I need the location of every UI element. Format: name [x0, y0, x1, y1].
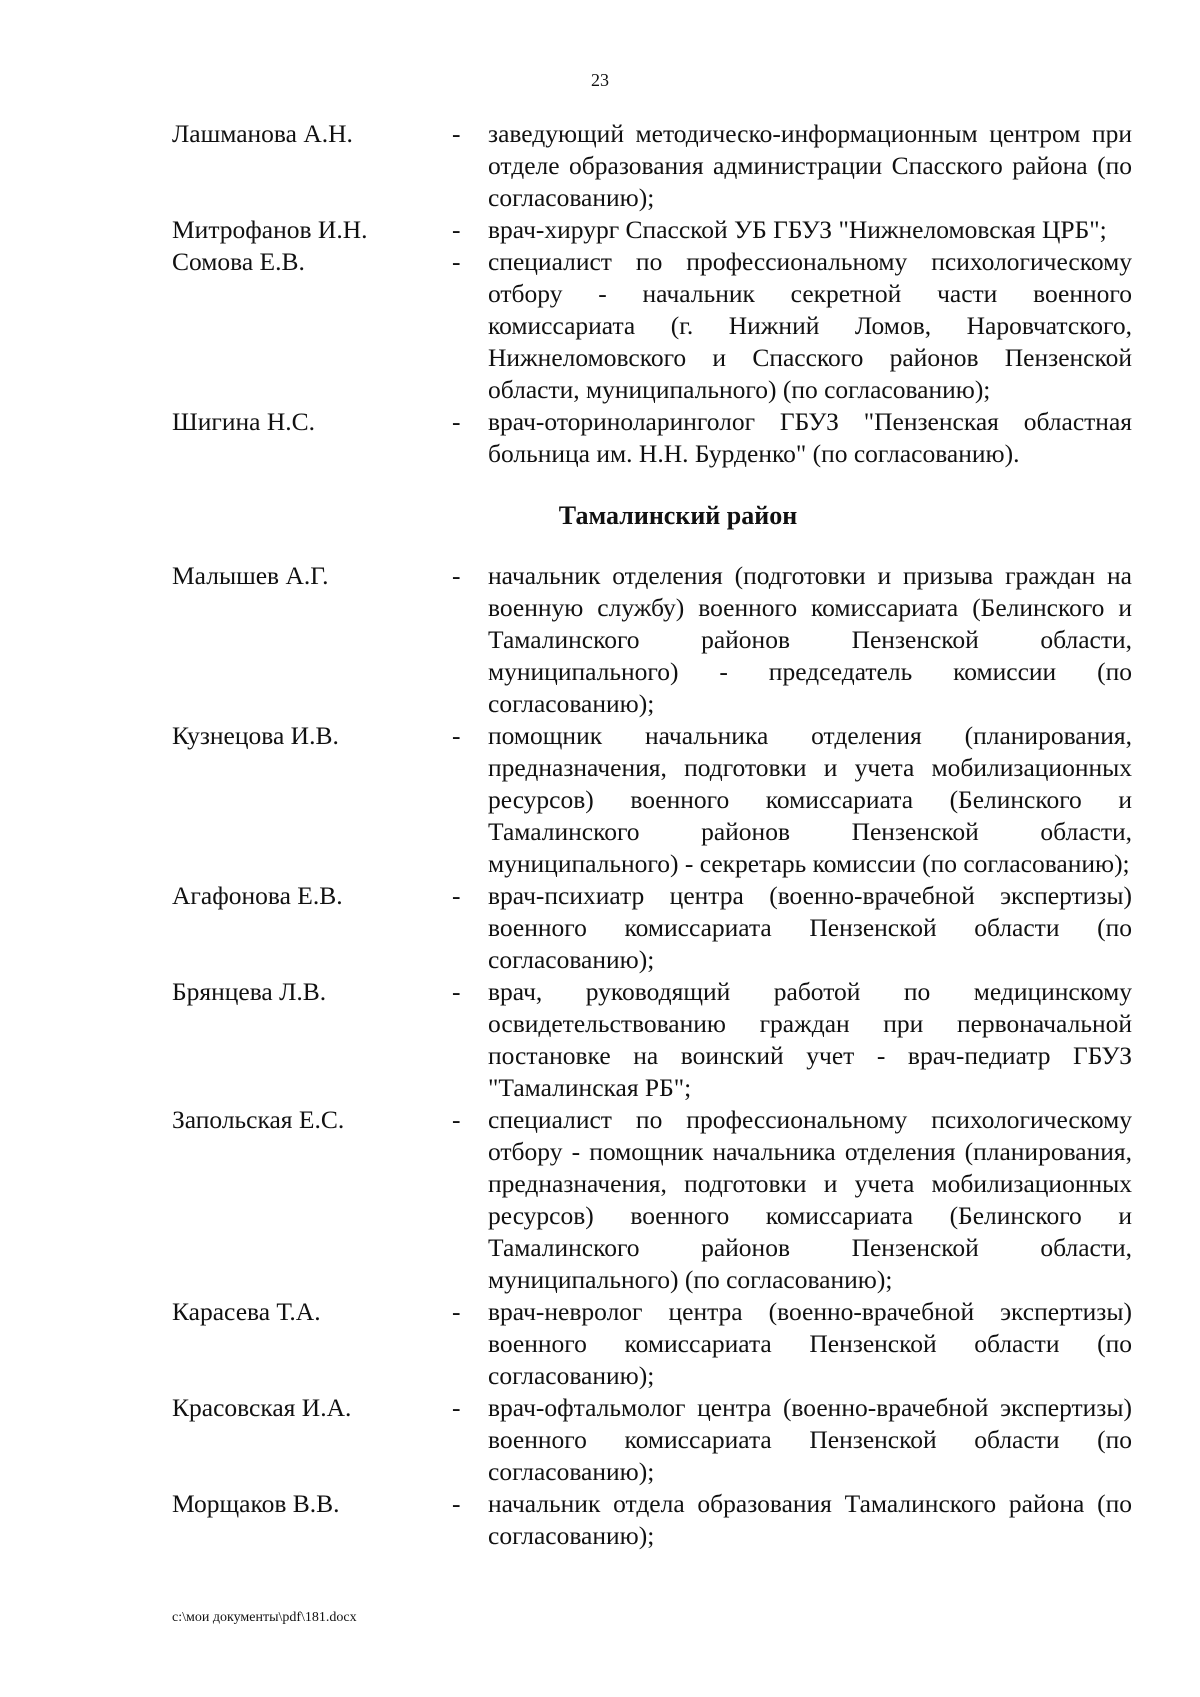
member-name: Лашманова А.Н.: [172, 119, 353, 148]
member-list-spassky: [172, 118, 1132, 470]
dash-separator: -: [452, 215, 461, 244]
dash-separator: -: [452, 721, 461, 750]
member-role: помощник начальника отделения (планирования, предназначения, подготовки и учета мобилизационных ресурсов) военного комиссариата (Белинского и Тамалинского районов Пензенской области, муниципального) - секретарь комиссии (по согласованию);: [488, 721, 1132, 878]
member-role: врач-психиатр центра (военно-врачебной экспертизы) военного комиссариата Пензенской области (по согласованию);: [488, 881, 1132, 974]
member-role: начальник отделения (подготовки и призыва граждан на военную службу) военного комиссариата (Белинского и Тамалинского районов Пензенской области, муниципального) - председатель комиссии (по согласованию);: [488, 561, 1132, 718]
member-role: врач-офтальмолог центра (военно-врачебной экспертизы) военного комиссариата Пензенской области (по согласованию);: [488, 1393, 1132, 1486]
member-name: Агафонова Е.В.: [172, 881, 343, 910]
dash-separator: -: [452, 881, 461, 910]
document-body: [172, 118, 1132, 1552]
member-name: Брянцева Л.В.: [172, 977, 327, 1006]
member-name: Шигина Н.С.: [172, 407, 315, 436]
member-name: Красовская И.А.: [172, 1393, 352, 1422]
member-entry: [172, 1392, 1132, 1488]
member-entry: [172, 560, 1132, 720]
section-heading: Тамалинский район: [558, 501, 798, 530]
member-role: начальник отдела образования Тамалинского района (по согласованию);: [488, 1489, 1132, 1550]
member-role: специалист по профессиональному психологическому отбору - помощник начальника отделения (планирования, предназначения, подготовки и учета мобилизационных ресурсов) военного комиссариата (Белинского и Тамалинского районов Пензенской области, муниципального) (по согласованию);: [488, 1105, 1132, 1294]
member-role: специалист по профессиональному психологическому отбору - начальник секретной части военного комиссариата (г. Нижний Ломов, Наровчатского, Нижнеломовского и Спасского районов Пензенской области, муниципального) (по согласованию);: [488, 247, 1132, 404]
member-role: врач-невролог центра (военно-врачебной экспертизы) военного комиссариата Пензенской области (по согласованию);: [488, 1297, 1132, 1390]
member-role: заведующий методическо-информационным центром при отделе образования администрации Спасского района (по согласованию);: [488, 119, 1132, 212]
dash-separator: -: [452, 977, 461, 1006]
member-entry: [172, 1104, 1132, 1296]
dash-separator: -: [452, 1297, 461, 1326]
member-entry: [172, 406, 1132, 470]
member-entry: [172, 720, 1132, 880]
dash-separator: -: [452, 119, 461, 148]
member-role: врач, руководящий работой по медицинскому освидетельствованию граждан при первоначальной постановке на воинский учет - врач-педиатр ГБУЗ "Тамалинская РБ";: [488, 977, 1132, 1102]
member-list-tamalinsky: [172, 560, 1132, 1552]
member-entry: [172, 214, 1132, 246]
member-name: Морщаков В.В.: [172, 1489, 340, 1518]
member-entry: [172, 1296, 1132, 1392]
dash-separator: -: [452, 561, 461, 590]
member-name: Митрофанов И.Н.: [172, 215, 368, 244]
member-name: Кузнецова И.В.: [172, 721, 339, 750]
dash-separator: -: [452, 247, 461, 276]
member-entry: [172, 976, 1132, 1104]
member-name: Малышев А.Г.: [172, 561, 329, 590]
member-name: Сомова Е.В.: [172, 247, 305, 276]
page-number: 23: [591, 70, 609, 90]
dash-separator: -: [452, 1393, 461, 1422]
dash-separator: -: [452, 407, 461, 436]
member-name: Запольская Е.С.: [172, 1105, 345, 1134]
dash-separator: -: [452, 1105, 461, 1134]
member-entry: [172, 118, 1132, 214]
member-name: Карасева Т.А.: [172, 1297, 321, 1326]
member-entry: [172, 1488, 1132, 1552]
member-role: врач-хирург Спасской УБ ГБУЗ "Нижнеломовская ЦРБ";: [488, 215, 1107, 244]
member-entry: [172, 246, 1132, 406]
dash-separator: -: [452, 1489, 461, 1518]
member-entry: [172, 880, 1132, 976]
file-path-footer: c:\мои документы\pdf\181.docx: [172, 1610, 357, 1625]
member-role: врач-оториноларинголог ГБУЗ "Пензенская областная больница им. Н.Н. Бурденко" (по согласованию).: [488, 407, 1132, 468]
